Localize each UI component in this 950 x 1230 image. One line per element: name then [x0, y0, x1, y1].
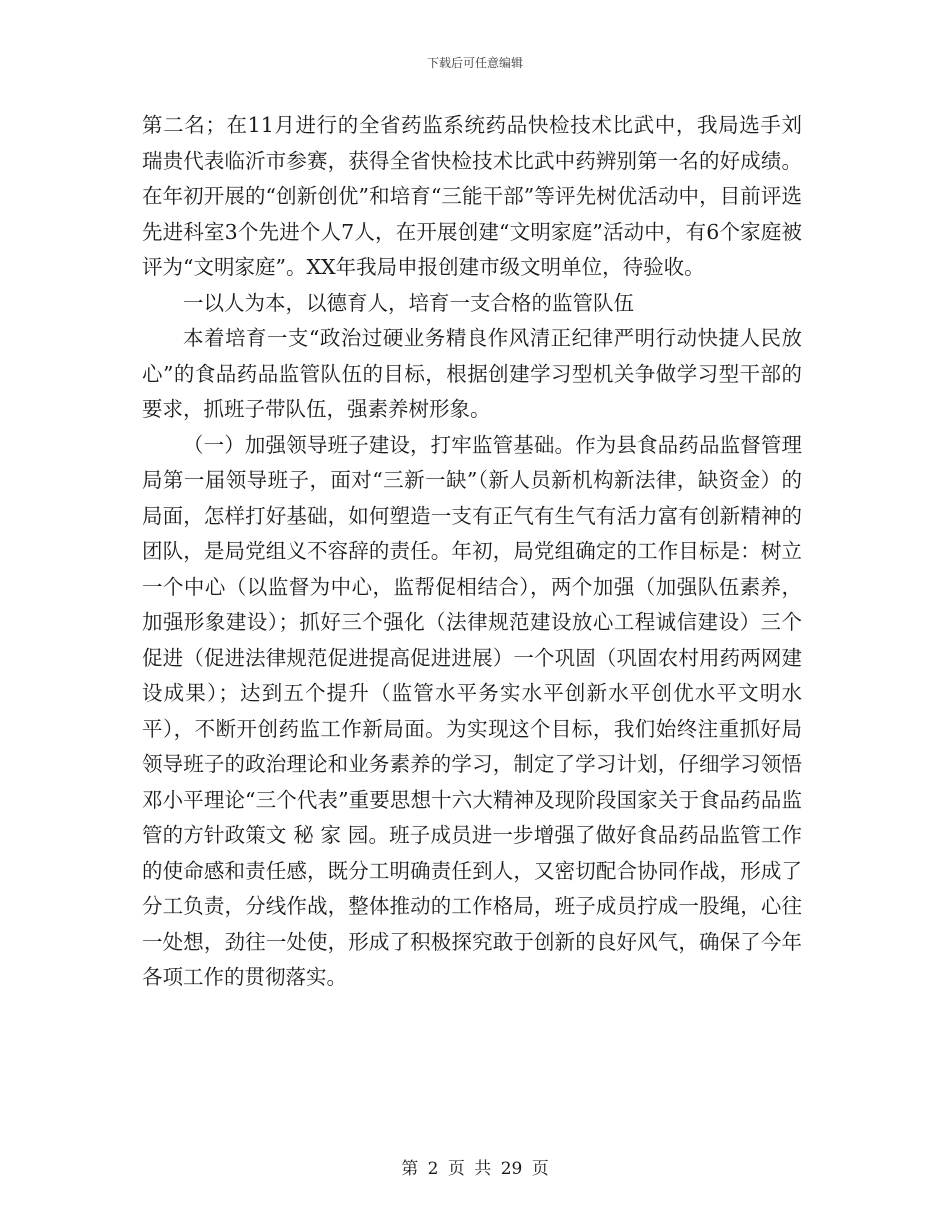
header-note: 下载后可任意编辑 — [426, 56, 523, 70]
section-heading: 一以人为本，以德育人，培育一支合格的监管队伍 — [183, 290, 634, 315]
paragraph-intro: 本着培育一支“政治过硬业务精良作风清正纪律严明行动快捷人民放心”的食品药品监管队伍的目标，根据创建学习型机关争做学习型干部的要求，抓班子带队伍，强素养树形象。 — [142, 326, 802, 421]
page-number: 第 2 页 共 29 页 — [401, 1159, 549, 1179]
paragraph-continuation: 第二名；在11月进行的全省药监系统药品快检技术比武中，我局选手刘瑞贵代表临沂市参赛，获得全省快检技术比武中药辨别第一名的好成绩。在年初开展的“创新创优”和培育“三能干部”等评先树优活动中，目前评选先进科室3个先进个人7人，在开展创建“文明家庭”活动中，有6个家庭被评为“文明家庭”。XX年我局申报创建市级文明单位，待验收。 — [142, 113, 802, 279]
document-body — [142, 108, 802, 996]
paragraph-leadership: （一）加强领导班子建设，打牢监管基础。作为县食品药品监督管理局第一届领导班子，面对“三新一缺”（新人员新机构新法律，缺资金）的局面，怎样打好基础，如何塑造一支有正气有生气有活力富有创新精神的团队，是局党组义不容辞的责任。年初，局党组确定的工作目标是：树立一个中心（以监督为中心，监帮促相结合），两个加强（加强队伍素养，加强形象建设）；抓好三个强化（法律规范建设放心工程诚信建设）三个促进（促进法律规范促进提高促进进展）一个巩固（巩固农村用药两网建设成果）；达到五个提升（监管水平务实水平创新水平创优水平文明水平），不断开创药监工作新局面。为实现这个目标，我们始终注重抓好局领导班子的政治理论和业务素养的学习，制定了学习计划，仔细学习领悟邓小平理论“三个代表”重要思想十六大精神及现阶段国家关于食品药品监管的方针政策文 秘 家 园。班子成员进一步增强了做好食品药品监管工作的使命感和责任感，既分工明确责任到人，又密切配合协同作战，形成了分工负责，分线作战，整体推动的工作格局，班子成员拧成一股绳，心往一处想，劲往一处使，形成了积极探究敢于创新的良好风气，确保了今年各项工作的贯彻落实。 — [142, 432, 802, 989]
